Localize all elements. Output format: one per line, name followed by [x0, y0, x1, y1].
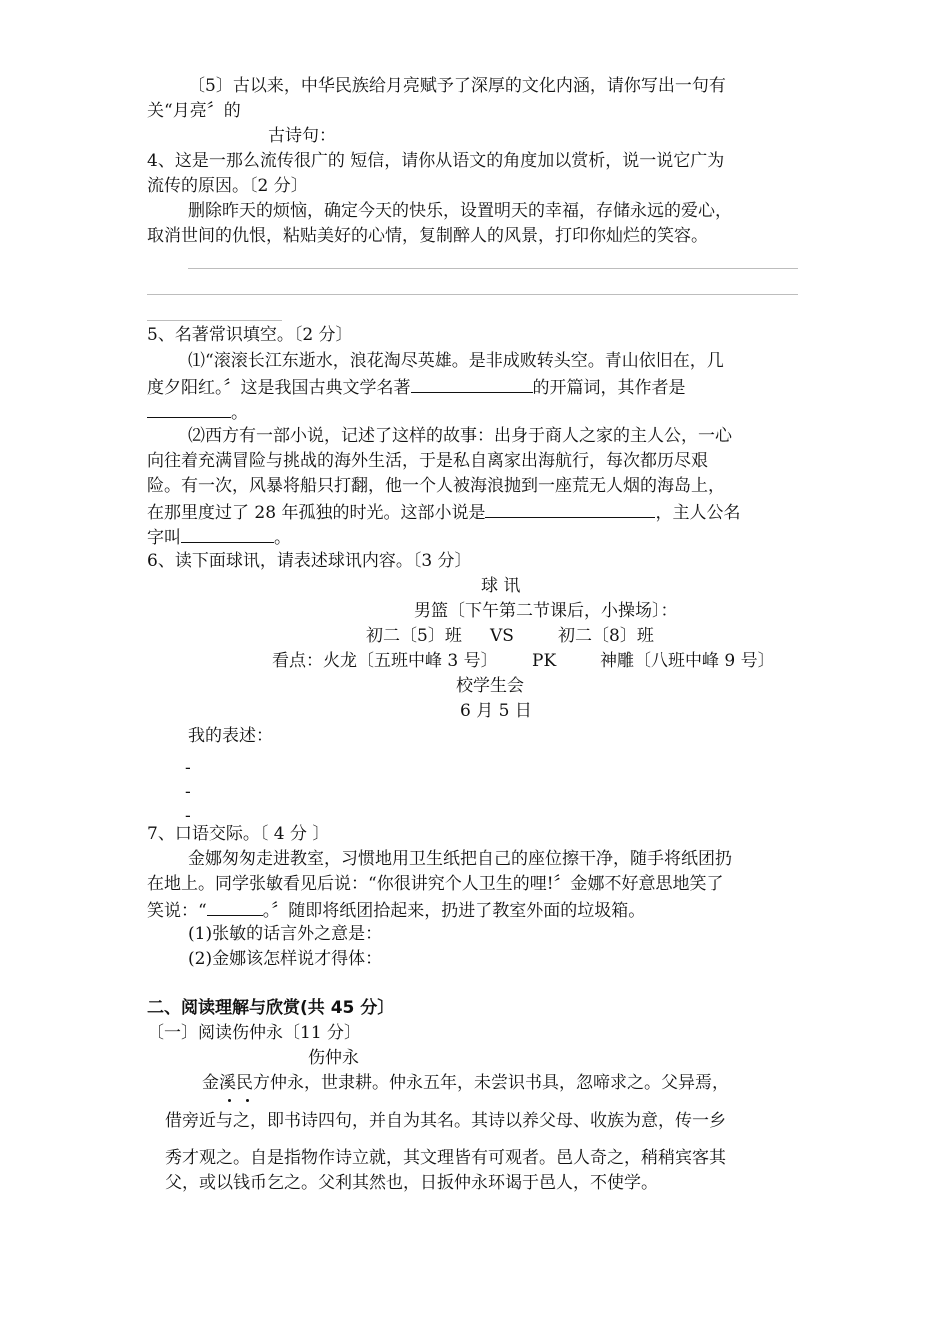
q7-text-a: 笑说：“	[147, 901, 207, 921]
q7-subquestion-2: (2)金娜该怎样说才得体：	[188, 949, 383, 969]
article-line2: 借旁近与之，即书诗四句，并自为其名。其诗以养父母、收族为意，传一乡	[165, 1111, 726, 1131]
blank-protagonist[interactable]	[181, 524, 274, 543]
answer-label: 我的表述：	[188, 726, 273, 746]
emphasis-dot	[228, 1099, 231, 1102]
answer-dash: -	[185, 806, 191, 826]
q5-p1-text-c: 。	[231, 403, 248, 423]
q5-p1-line3	[147, 399, 248, 425]
q7-text-line3	[147, 897, 645, 923]
article-title: 伤仲永	[308, 1048, 359, 1068]
q7-text-line2: 在地上。同学张敏看见后说：“你很讲究个人卫生的哩!〞金娜不好意思地笑了	[147, 874, 724, 894]
q7-title: 7、口语交际。〔 4 分 〕	[147, 824, 330, 844]
notice-title: 球 讯	[481, 576, 521, 596]
q5-title: 5、名著常识填空。〔2 分〕	[147, 325, 353, 345]
answer-line	[188, 268, 798, 269]
q4-sms-line2: 取消世间的仇恨，粘贴美好的心情，复制醉人的风景，打印你灿烂的笑容。	[147, 226, 708, 246]
q5-p2-line2: 向往着充满冒险与挑战的海外生活，于是私自离家出海航行，每次都历尽艰	[147, 451, 708, 471]
article-line3: 秀才观之。自是指物作诗立就，其文理皆有可观者。邑人奇之，稍稍宾客其	[165, 1148, 726, 1168]
q7-text-b: 。〞随即将纸团拾起来，扔进了教室外面的垃圾箱。	[262, 901, 646, 921]
article-line4: 父，或以钱币乞之。父利其然也，日扳仲永环谒于邑人，不使学。	[165, 1173, 658, 1193]
notice-pk: PK	[532, 651, 557, 671]
notice-date: 6 月 5 日	[460, 701, 532, 721]
q7-text-line1: 金娜匆匆走进教室，习惯地用卫生纸把自己的座位擦干净，随手将纸团扔	[188, 849, 732, 869]
q5-p2-line1: ⑵西方有一部小说，记述了这样的故事：出身于商人之家的主人公，一心	[188, 426, 732, 446]
q5-p2-text-b: ，主人公名	[655, 503, 741, 523]
q5-p2-line5	[147, 524, 291, 550]
q5-p2-line4	[147, 499, 740, 525]
q5-p2-text-c: 字叫	[147, 528, 181, 548]
subsection-title: 〔一〕阅读伤仲永〔11 分〕	[147, 1023, 362, 1043]
q3-5-line3: 古诗句：	[268, 126, 336, 146]
article-line1: 金溪民方仲永，世隶耕。仲永五年，未尝识书具，忽啼求之。父异焉，	[202, 1073, 729, 1093]
notice-focus-a: 看点：火龙〔五班中峰 3 号〕	[272, 651, 498, 671]
blank-author[interactable]	[147, 399, 231, 418]
q5-p1-line1: ⑴“滚滚长江东逝水，浪花淘尽英雄。是非成败转头空。青山依旧在，几	[188, 351, 724, 371]
answer-line	[147, 320, 282, 321]
notice-event: 男篮〔下午第二节课后，小操场〕：	[414, 601, 678, 621]
q5-p2-line3: 险。有一次，风暴将船只打翻，他一个人被海浪抛到一座荒无人烟的海岛上，	[147, 476, 725, 496]
notice-team2: 初二〔8〕班	[558, 626, 654, 646]
q5-p1-text-a: 度夕阳红。〞这是我国古典文学名著	[147, 378, 411, 398]
blank-book-name[interactable]	[411, 374, 533, 393]
q5-p2-text-a: 在那里度过了 28 年孤独的时光。这部小说是	[147, 503, 486, 523]
q5-p2-text-d: 。	[274, 528, 291, 548]
q4-question-line2: 流传的原因。〔2 分〕	[147, 176, 308, 196]
blank-reply[interactable]	[207, 897, 263, 916]
q7-subquestion-1: (1)张敏的话言外之意是：	[188, 924, 383, 944]
notice-team1: 初二〔5〕班	[366, 626, 462, 646]
blank-novel-name[interactable]	[485, 499, 655, 518]
notice-focus-b: 神雕〔八班中峰 9 号〕	[600, 651, 775, 671]
q3-5-line2: 关“月亮〞的	[147, 101, 241, 121]
q4-question-line1: 4、这是一那么流传很广的 短信，请你从语文的角度加以赏析，说一说它广为	[147, 151, 725, 171]
q6-title: 6、读下面球讯，请表述球讯内容。〔3 分〕	[147, 551, 472, 571]
answer-dash: -	[185, 758, 191, 778]
emphasis-dot	[246, 1099, 249, 1102]
notice-vs: VS	[490, 626, 514, 646]
section-heading: 二、阅读理解与欣赏(共 45 分〕	[147, 998, 395, 1018]
answer-line	[147, 294, 798, 295]
q3-5-line1: 〔5〕古以来，中华民族给月亮赋予了深厚的文化内涵，请你写出一句有	[188, 76, 726, 96]
q5-p1-line2	[147, 374, 686, 400]
notice-signature: 校学生会	[456, 676, 524, 696]
answer-dash: -	[185, 782, 191, 802]
q4-sms-line1: 删除昨天的烦恼，确定今天的快乐，设置明天的幸福，存储永远的爱心，	[188, 201, 732, 221]
q5-p1-text-b: 的开篇词，其作者是	[532, 378, 686, 398]
